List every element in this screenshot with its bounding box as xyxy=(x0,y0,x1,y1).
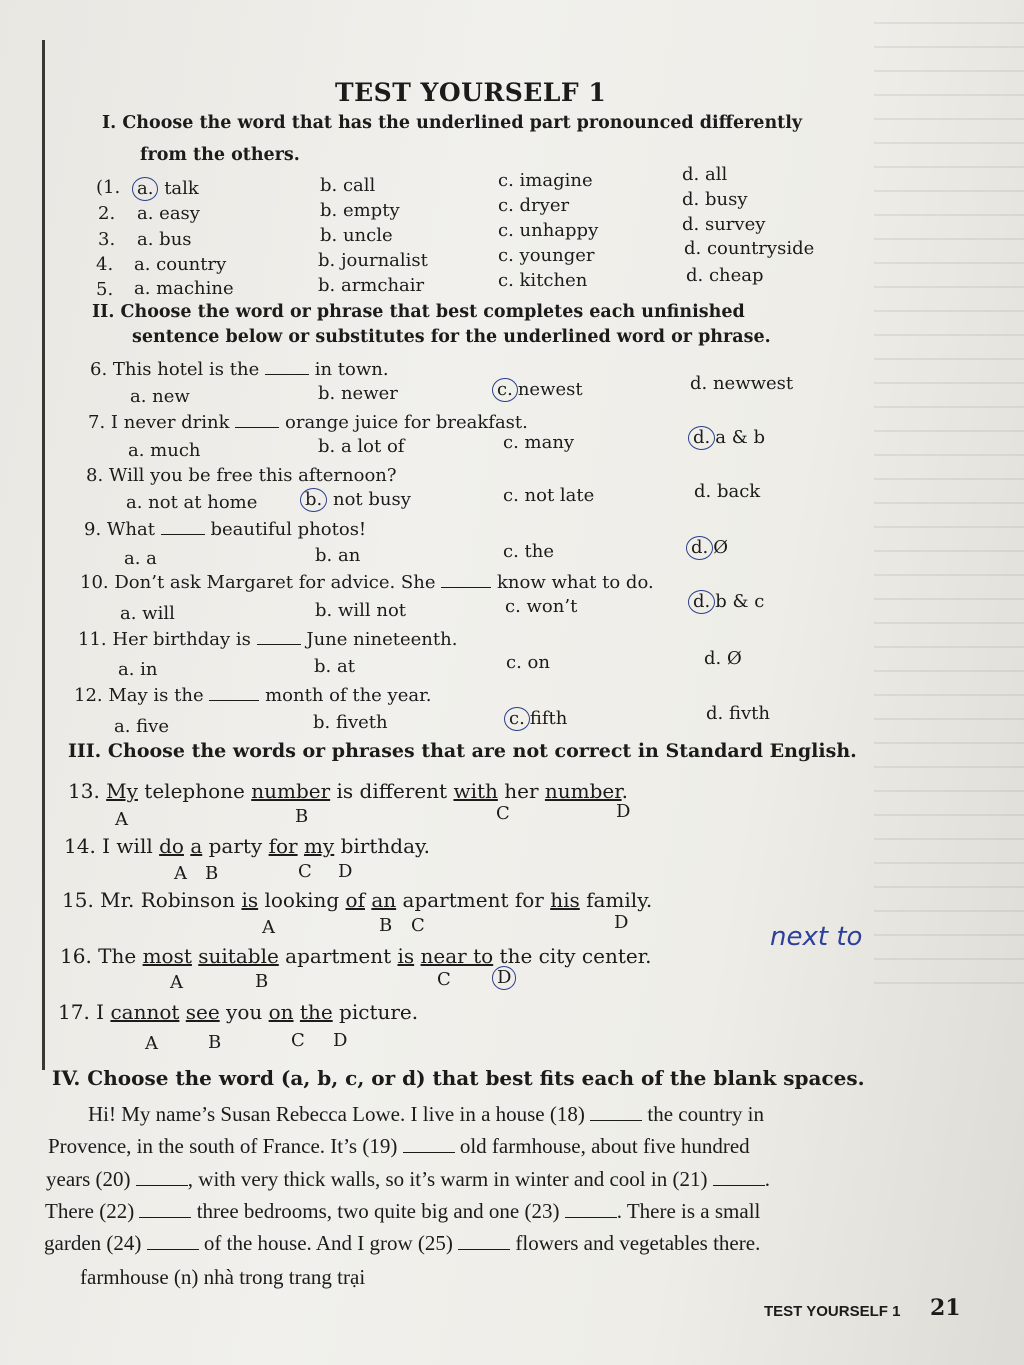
passage-line-2: Provence, in the south of France. It’s (19) old farmhouse, about five hundred xyxy=(48,1134,750,1158)
vocabulary-gloss: farmhouse (n) nhà trong trang trại xyxy=(80,1265,366,1289)
q2-number: 2. xyxy=(98,203,116,224)
q13-sentence: 13. My telephone number is different with her number. xyxy=(68,779,628,803)
q6-option-c: c. newest xyxy=(492,378,583,402)
q9-option-a: a. a xyxy=(124,548,157,569)
q5-number: 5. xyxy=(96,279,114,300)
q2-option-a: a. easy xyxy=(137,203,200,224)
q1-option-c: c. imagine xyxy=(498,170,593,191)
q10-option-b: b. will not xyxy=(315,600,407,621)
answer-circle: d. xyxy=(686,536,713,560)
answer-blank xyxy=(147,1235,199,1250)
answer-blank xyxy=(136,1171,188,1186)
answer-circle: d. xyxy=(688,426,715,450)
answer-blank xyxy=(235,413,279,428)
q7-stem: 7. I never drink orange juice for breakfast. xyxy=(88,412,528,433)
section-2-heading: II. Choose the word or phrase that best completes each unfinished xyxy=(92,302,745,322)
q3-option-b: b. uncle xyxy=(320,225,393,246)
q2-option-d: d. busy xyxy=(682,189,748,210)
q8-option-d: d. back xyxy=(694,481,761,502)
page-number: 21 xyxy=(930,1295,961,1321)
q2-option-b: b. empty xyxy=(320,200,400,221)
q10-option-c: c. won’t xyxy=(505,596,578,617)
q17-label-a: A xyxy=(145,1033,158,1054)
q2-option-c: c. dryer xyxy=(498,195,570,216)
q5-option-d: d. cheap xyxy=(686,265,764,286)
q1-option-d: d. all xyxy=(682,164,728,185)
answer-blank xyxy=(161,520,205,535)
q4-option-a: a. country xyxy=(134,254,227,275)
q7-option-d: d. a & b xyxy=(688,426,765,450)
passage-line-3: years (20) , with very thick walls, so it’s warm in winter and cool in (21) . xyxy=(46,1167,770,1191)
q4-number: 4. xyxy=(96,254,114,275)
q7-option-b: b. a lot of xyxy=(318,436,405,457)
answer-circle: c. xyxy=(492,378,518,402)
q11-option-b: b. at xyxy=(314,656,355,677)
q3-option-a: a. bus xyxy=(137,229,192,250)
q4-option-b: b. journalist xyxy=(318,250,428,271)
q15-label-a: A xyxy=(262,917,275,938)
answer-circle: c. xyxy=(504,707,530,731)
q4-option-c: c. younger xyxy=(498,245,595,266)
q16-label-d xyxy=(492,966,516,990)
passage-line-1: Hi! My name’s Susan Rebecca Lowe. I live in a house (18) the country in xyxy=(88,1102,765,1126)
q10-option-a: a. will xyxy=(120,603,175,624)
q10-stem: 10. Don’t ask Margaret for advice. She know what to do. xyxy=(80,572,654,593)
answer-blank xyxy=(590,1106,642,1121)
q1-number: (1. xyxy=(96,177,121,198)
q16-label-c: C xyxy=(437,969,451,990)
q4-option-d: d. countryside xyxy=(684,238,815,259)
q9-option-d: d. Ø xyxy=(686,536,728,560)
q14-label-a: A xyxy=(174,863,187,884)
answer-blank xyxy=(403,1138,455,1153)
q15-label-b: B xyxy=(379,915,393,936)
q15-label-c: C xyxy=(411,915,425,936)
answer-blank xyxy=(257,630,301,645)
q13-label-c: C xyxy=(496,803,510,824)
q13-label-b: B xyxy=(295,806,309,827)
q11-stem: 11. Her birthday is June nineteenth. xyxy=(78,629,458,650)
q5-option-c: c. kitchen xyxy=(498,270,588,291)
q14-sentence: 14. I will do a party for my birthday. xyxy=(64,834,430,858)
answer-circle: b. xyxy=(300,488,327,512)
q12-option-c: c. fifth xyxy=(504,707,567,731)
q11-option-a: a. in xyxy=(118,659,158,680)
q8-option-c: c. not late xyxy=(503,485,595,506)
q13-label-d: D xyxy=(616,801,631,822)
q6-option-a: a. new xyxy=(130,386,190,407)
q15-sentence: 15. Mr. Robinson is looking of an apartment for his family. xyxy=(62,888,653,912)
q8-stem: 8. Will you be free this afternoon? xyxy=(86,465,397,486)
page-title: TEST YOURSELF 1 xyxy=(335,78,607,107)
q17-sentence: 17. I cannot see you on the picture. xyxy=(58,1000,419,1024)
page-margin-line xyxy=(42,40,45,1070)
q17-label-b: B xyxy=(208,1032,222,1053)
q14-label-b: B xyxy=(205,863,219,884)
handwritten-note: next to xyxy=(770,922,863,952)
q16-label-a: A xyxy=(170,972,183,993)
section-1-heading-cont: from the others. xyxy=(140,145,300,165)
answer-blank xyxy=(458,1235,510,1250)
answer-blank xyxy=(265,360,309,375)
answer-blank xyxy=(441,573,491,588)
footer-running-title: TEST YOURSELF 1 xyxy=(764,1303,901,1320)
q3-option-d: d. survey xyxy=(682,214,766,235)
answer-circle: a. xyxy=(132,177,158,201)
q6-option-d: d. newwest xyxy=(690,373,794,394)
q17-label-d: D xyxy=(333,1030,348,1051)
q5-option-b: b. armchair xyxy=(318,275,425,296)
q7-option-a: a. much xyxy=(128,440,201,461)
q15-label-d: D xyxy=(614,912,629,933)
q3-option-c: c. unhappy xyxy=(498,220,599,241)
q7-option-c: c. many xyxy=(503,432,575,453)
q8-option-a: a. not at home xyxy=(126,492,258,513)
q11-option-c: c. on xyxy=(506,652,550,673)
q9-option-b: b. an xyxy=(315,545,361,566)
q12-option-b: b. fiveth xyxy=(313,712,388,733)
q6-stem: 6. This hotel is the in town. xyxy=(90,359,389,380)
q12-stem: 12. May is the month of the year. xyxy=(74,685,432,706)
q16-sentence: 16. The most suitable apartment is near to the city center. xyxy=(60,944,652,968)
q9-option-c: c. the xyxy=(503,541,555,562)
facing-page-shadow xyxy=(874,0,1024,1000)
answer-blank xyxy=(209,686,259,701)
q9-stem: 9. What beautiful photos! xyxy=(84,519,367,540)
answer-blank xyxy=(565,1203,617,1218)
q13-label-a: A xyxy=(115,809,128,830)
section-4-heading: IV. Choose the word (a, b, c, or d) that best fits each of the blank spaces. xyxy=(52,1066,865,1090)
section-2-heading-cont: sentence below or substitutes for the underlined word or phrase. xyxy=(132,327,771,347)
q8-option-b: b. not busy xyxy=(300,488,411,512)
q12-option-a: a. five xyxy=(114,716,170,737)
q14-label-c: C xyxy=(298,861,312,882)
answer-blank xyxy=(139,1203,191,1218)
section-3-heading: III. Choose the words or phrases that are not correct in Standard English. xyxy=(68,740,857,762)
q5-option-a: a. machine xyxy=(134,278,234,299)
q12-option-d: d. fivth xyxy=(706,703,770,724)
passage-line-5: garden (24) of the house. And I grow (25) flowers and vegetables there. xyxy=(44,1231,761,1255)
q1-option-a: a. talk xyxy=(132,177,199,201)
q3-number: 3. xyxy=(98,229,116,250)
q14-label-d: D xyxy=(338,861,353,882)
q6-option-b: b. newer xyxy=(318,383,398,404)
passage-line-4: There (22) three bedrooms, two quite big and one (23) . There is a small xyxy=(45,1199,761,1223)
q17-label-c: C xyxy=(291,1030,305,1051)
q10-option-d: d. b & c xyxy=(688,590,764,614)
answer-blank xyxy=(713,1171,765,1186)
q11-option-d: d. Ø xyxy=(704,648,742,669)
section-1-heading: I. Choose the word that has the underlined part pronounced differently xyxy=(102,113,803,133)
answer-circle: D xyxy=(492,966,516,990)
q16-label-b: B xyxy=(255,971,269,992)
answer-circle: d. xyxy=(688,590,715,614)
q1-option-b: b. call xyxy=(320,175,376,196)
